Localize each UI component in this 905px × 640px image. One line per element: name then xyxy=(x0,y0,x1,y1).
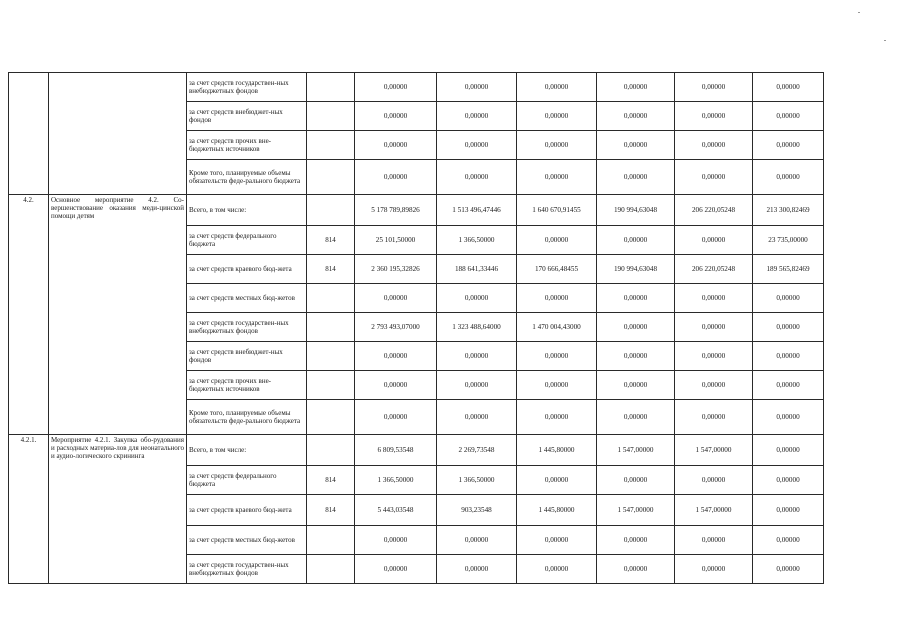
amount-cell: 0,00000 xyxy=(675,400,753,435)
scan-speck xyxy=(884,40,886,41)
section-index-cell: 4.2. xyxy=(9,195,49,435)
amount-cell: 0,00000 xyxy=(753,313,824,342)
amount-cell: 0,00000 xyxy=(675,555,753,584)
amount-cell: 0,00000 xyxy=(355,342,437,371)
amount-cell: 0,00000 xyxy=(355,73,437,102)
amount-cell: 0,00000 xyxy=(753,160,824,195)
funding-source-cell: Кроме того, планируемые объемы обязательств феде-рального бюджета xyxy=(187,160,307,195)
amount-cell: 170 666,48455 xyxy=(517,255,597,284)
amount-cell: 0,00000 xyxy=(753,371,824,400)
amount-cell: 0,00000 xyxy=(753,102,824,131)
amount-cell: 0,00000 xyxy=(355,102,437,131)
table-row xyxy=(9,435,824,466)
amount-cell: 0,00000 xyxy=(437,400,517,435)
amount-cell: 0,00000 xyxy=(355,526,437,555)
amount-cell: 0,00000 xyxy=(437,102,517,131)
amount-cell: 0,00000 xyxy=(597,400,675,435)
amount-cell: 6 809,53548 xyxy=(355,435,437,466)
funding-source-cell: за счет средств государствен-ных внебюджетных фондов xyxy=(187,313,307,342)
funding-source-cell: за счет средств прочих вне-бюджетных источников xyxy=(187,131,307,160)
amount-cell: 0,00000 xyxy=(517,400,597,435)
amount-cell: 1 547,00000 xyxy=(675,495,753,526)
funding-source-cell: за счет средств федерального бюджета xyxy=(187,226,307,255)
amount-cell: 0,00000 xyxy=(675,102,753,131)
amount-cell: 206 220,05248 xyxy=(675,255,753,284)
amount-cell: 1 513 496,47446 xyxy=(437,195,517,226)
amount-cell: 0,00000 xyxy=(355,284,437,313)
amount-cell: 1 366,50000 xyxy=(437,226,517,255)
amount-cell: 0,00000 xyxy=(437,160,517,195)
amount-cell: 0,00000 xyxy=(355,160,437,195)
amount-cell: 0,00000 xyxy=(517,555,597,584)
amount-cell: 0,00000 xyxy=(753,73,824,102)
amount-cell: 0,00000 xyxy=(597,226,675,255)
funding-source-cell: Всего, в том числе: xyxy=(187,195,307,226)
amount-cell: 0,00000 xyxy=(355,371,437,400)
amount-cell: 0,00000 xyxy=(597,342,675,371)
amount-cell: 0,00000 xyxy=(753,495,824,526)
amount-cell: 0,00000 xyxy=(517,160,597,195)
amount-cell: 0,00000 xyxy=(437,73,517,102)
amount-cell: 0,00000 xyxy=(675,342,753,371)
amount-cell: 23 735,00000 xyxy=(753,226,824,255)
amount-cell: 0,00000 xyxy=(597,160,675,195)
amount-cell: 0,00000 xyxy=(517,284,597,313)
budget-code-cell xyxy=(307,400,355,435)
budget-code-cell xyxy=(307,371,355,400)
amount-cell: 0,00000 xyxy=(597,313,675,342)
amount-cell: 25 101,50000 xyxy=(355,226,437,255)
amount-cell: 0,00000 xyxy=(597,102,675,131)
amount-cell: 1 470 004,43000 xyxy=(517,313,597,342)
budget-code-cell xyxy=(307,555,355,584)
budget-code-cell xyxy=(307,160,355,195)
budget-code-cell xyxy=(307,313,355,342)
amount-cell: 0,00000 xyxy=(437,555,517,584)
section-name-cell xyxy=(49,73,187,195)
amount-cell: 0,00000 xyxy=(355,131,437,160)
amount-cell: 0,00000 xyxy=(437,284,517,313)
amount-cell: 0,00000 xyxy=(753,555,824,584)
amount-cell: 1 547,00000 xyxy=(597,495,675,526)
amount-cell: 0,00000 xyxy=(597,371,675,400)
amount-cell: 1 547,00000 xyxy=(675,435,753,466)
section-index-cell: 4.2.1. xyxy=(9,435,49,584)
section-name-cell: Основное мероприятие 4.2. Со-вершенствование оказания меди-цинской помощи детям xyxy=(49,195,187,435)
amount-cell: 1 640 670,91455 xyxy=(517,195,597,226)
amount-cell: 5 443,03548 xyxy=(355,495,437,526)
budget-code-cell xyxy=(307,526,355,555)
amount-cell: 0,00000 xyxy=(675,131,753,160)
amount-cell: 0,00000 xyxy=(675,526,753,555)
amount-cell: 0,00000 xyxy=(355,555,437,584)
amount-cell: 0,00000 xyxy=(437,342,517,371)
amount-cell: 1 445,80000 xyxy=(517,435,597,466)
amount-cell: 190 994,63048 xyxy=(597,255,675,284)
funding-source-cell: Всего, в том числе: xyxy=(187,435,307,466)
amount-cell: 1 366,50000 xyxy=(355,466,437,495)
budget-code-cell xyxy=(307,102,355,131)
budget-table xyxy=(8,72,824,584)
amount-cell: 1 323 488,64000 xyxy=(437,313,517,342)
amount-cell: 2 793 493,07000 xyxy=(355,313,437,342)
budget-code-cell xyxy=(307,73,355,102)
amount-cell: 1 366,50000 xyxy=(437,466,517,495)
funding-source-cell: за счет средств краевого бюд-жета xyxy=(187,495,307,526)
amount-cell: 0,00000 xyxy=(517,226,597,255)
table-row xyxy=(9,195,824,226)
budget-code-cell xyxy=(307,284,355,313)
amount-cell: 0,00000 xyxy=(753,284,824,313)
amount-cell: 0,00000 xyxy=(753,526,824,555)
amount-cell: 0,00000 xyxy=(675,466,753,495)
scan-speck xyxy=(858,12,860,13)
amount-cell: 0,00000 xyxy=(517,466,597,495)
amount-cell: 0,00000 xyxy=(597,284,675,313)
amount-cell: 0,00000 xyxy=(517,371,597,400)
amount-cell: 0,00000 xyxy=(517,131,597,160)
amount-cell: 0,00000 xyxy=(597,555,675,584)
amount-cell: 0,00000 xyxy=(517,342,597,371)
budget-code-cell: 814 xyxy=(307,226,355,255)
section-index-cell xyxy=(9,73,49,195)
amount-cell: 903,23548 xyxy=(437,495,517,526)
budget-code-cell: 814 xyxy=(307,255,355,284)
amount-cell: 0,00000 xyxy=(597,466,675,495)
amount-cell: 0,00000 xyxy=(517,102,597,131)
amount-cell: 2 360 195,32826 xyxy=(355,255,437,284)
amount-cell: 0,00000 xyxy=(517,526,597,555)
funding-source-cell: за счет средств прочих вне-бюджетных источников xyxy=(187,371,307,400)
amount-cell: 2 269,73548 xyxy=(437,435,517,466)
budget-code-cell xyxy=(307,435,355,466)
amount-cell: 1 445,80000 xyxy=(517,495,597,526)
amount-cell: 189 565,82469 xyxy=(753,255,824,284)
budget-code-cell: 814 xyxy=(307,466,355,495)
amount-cell: 206 220,05248 xyxy=(675,195,753,226)
amount-cell: 0,00000 xyxy=(597,73,675,102)
amount-cell: 5 178 789,89826 xyxy=(355,195,437,226)
funding-source-cell: за счет средств краевого бюд-жета xyxy=(187,255,307,284)
budget-code-cell: 814 xyxy=(307,495,355,526)
section-name-cell: Мероприятие 4.2.1. Закупка обо-рудования и расходных материа-лов для неонатального и аудио-логического скрининга xyxy=(49,435,187,584)
funding-source-cell: за счет средств местных бюд-жетов xyxy=(187,284,307,313)
amount-cell: 0,00000 xyxy=(437,371,517,400)
funding-source-cell: за счет средств внебюджет-ных фондов xyxy=(187,342,307,371)
budget-code-cell xyxy=(307,342,355,371)
amount-cell: 0,00000 xyxy=(437,526,517,555)
amount-cell: 0,00000 xyxy=(675,73,753,102)
amount-cell: 0,00000 xyxy=(675,226,753,255)
amount-cell: 190 994,63048 xyxy=(597,195,675,226)
amount-cell: 1 547,00000 xyxy=(597,435,675,466)
funding-source-cell: за счет средств государствен-ных внебюджетных фондов xyxy=(187,73,307,102)
amount-cell: 0,00000 xyxy=(753,342,824,371)
funding-source-cell: за счет средств местных бюд-жетов xyxy=(187,526,307,555)
amount-cell: 0,00000 xyxy=(753,435,824,466)
amount-cell: 0,00000 xyxy=(753,400,824,435)
amount-cell: 213 300,82469 xyxy=(753,195,824,226)
budget-code-cell xyxy=(307,195,355,226)
funding-source-cell: Кроме того, планируемые объемы обязательств феде-рального бюджета xyxy=(187,400,307,435)
amount-cell: 0,00000 xyxy=(437,131,517,160)
table-body xyxy=(9,73,824,584)
amount-cell: 0,00000 xyxy=(675,284,753,313)
amount-cell: 0,00000 xyxy=(517,73,597,102)
funding-source-cell: за счет средств государствен-ных внебюджетных фондов xyxy=(187,555,307,584)
funding-source-cell: за счет средств внебюджет-ных фондов xyxy=(187,102,307,131)
amount-cell: 0,00000 xyxy=(597,526,675,555)
amount-cell: 0,00000 xyxy=(675,160,753,195)
amount-cell: 188 641,33446 xyxy=(437,255,517,284)
table-row xyxy=(9,73,824,102)
amount-cell: 0,00000 xyxy=(753,466,824,495)
amount-cell: 0,00000 xyxy=(753,131,824,160)
amount-cell: 0,00000 xyxy=(675,371,753,400)
amount-cell: 0,00000 xyxy=(597,131,675,160)
amount-cell: 0,00000 xyxy=(675,313,753,342)
funding-source-cell: за счет средств федерального бюджета xyxy=(187,466,307,495)
amount-cell: 0,00000 xyxy=(355,400,437,435)
budget-code-cell xyxy=(307,131,355,160)
